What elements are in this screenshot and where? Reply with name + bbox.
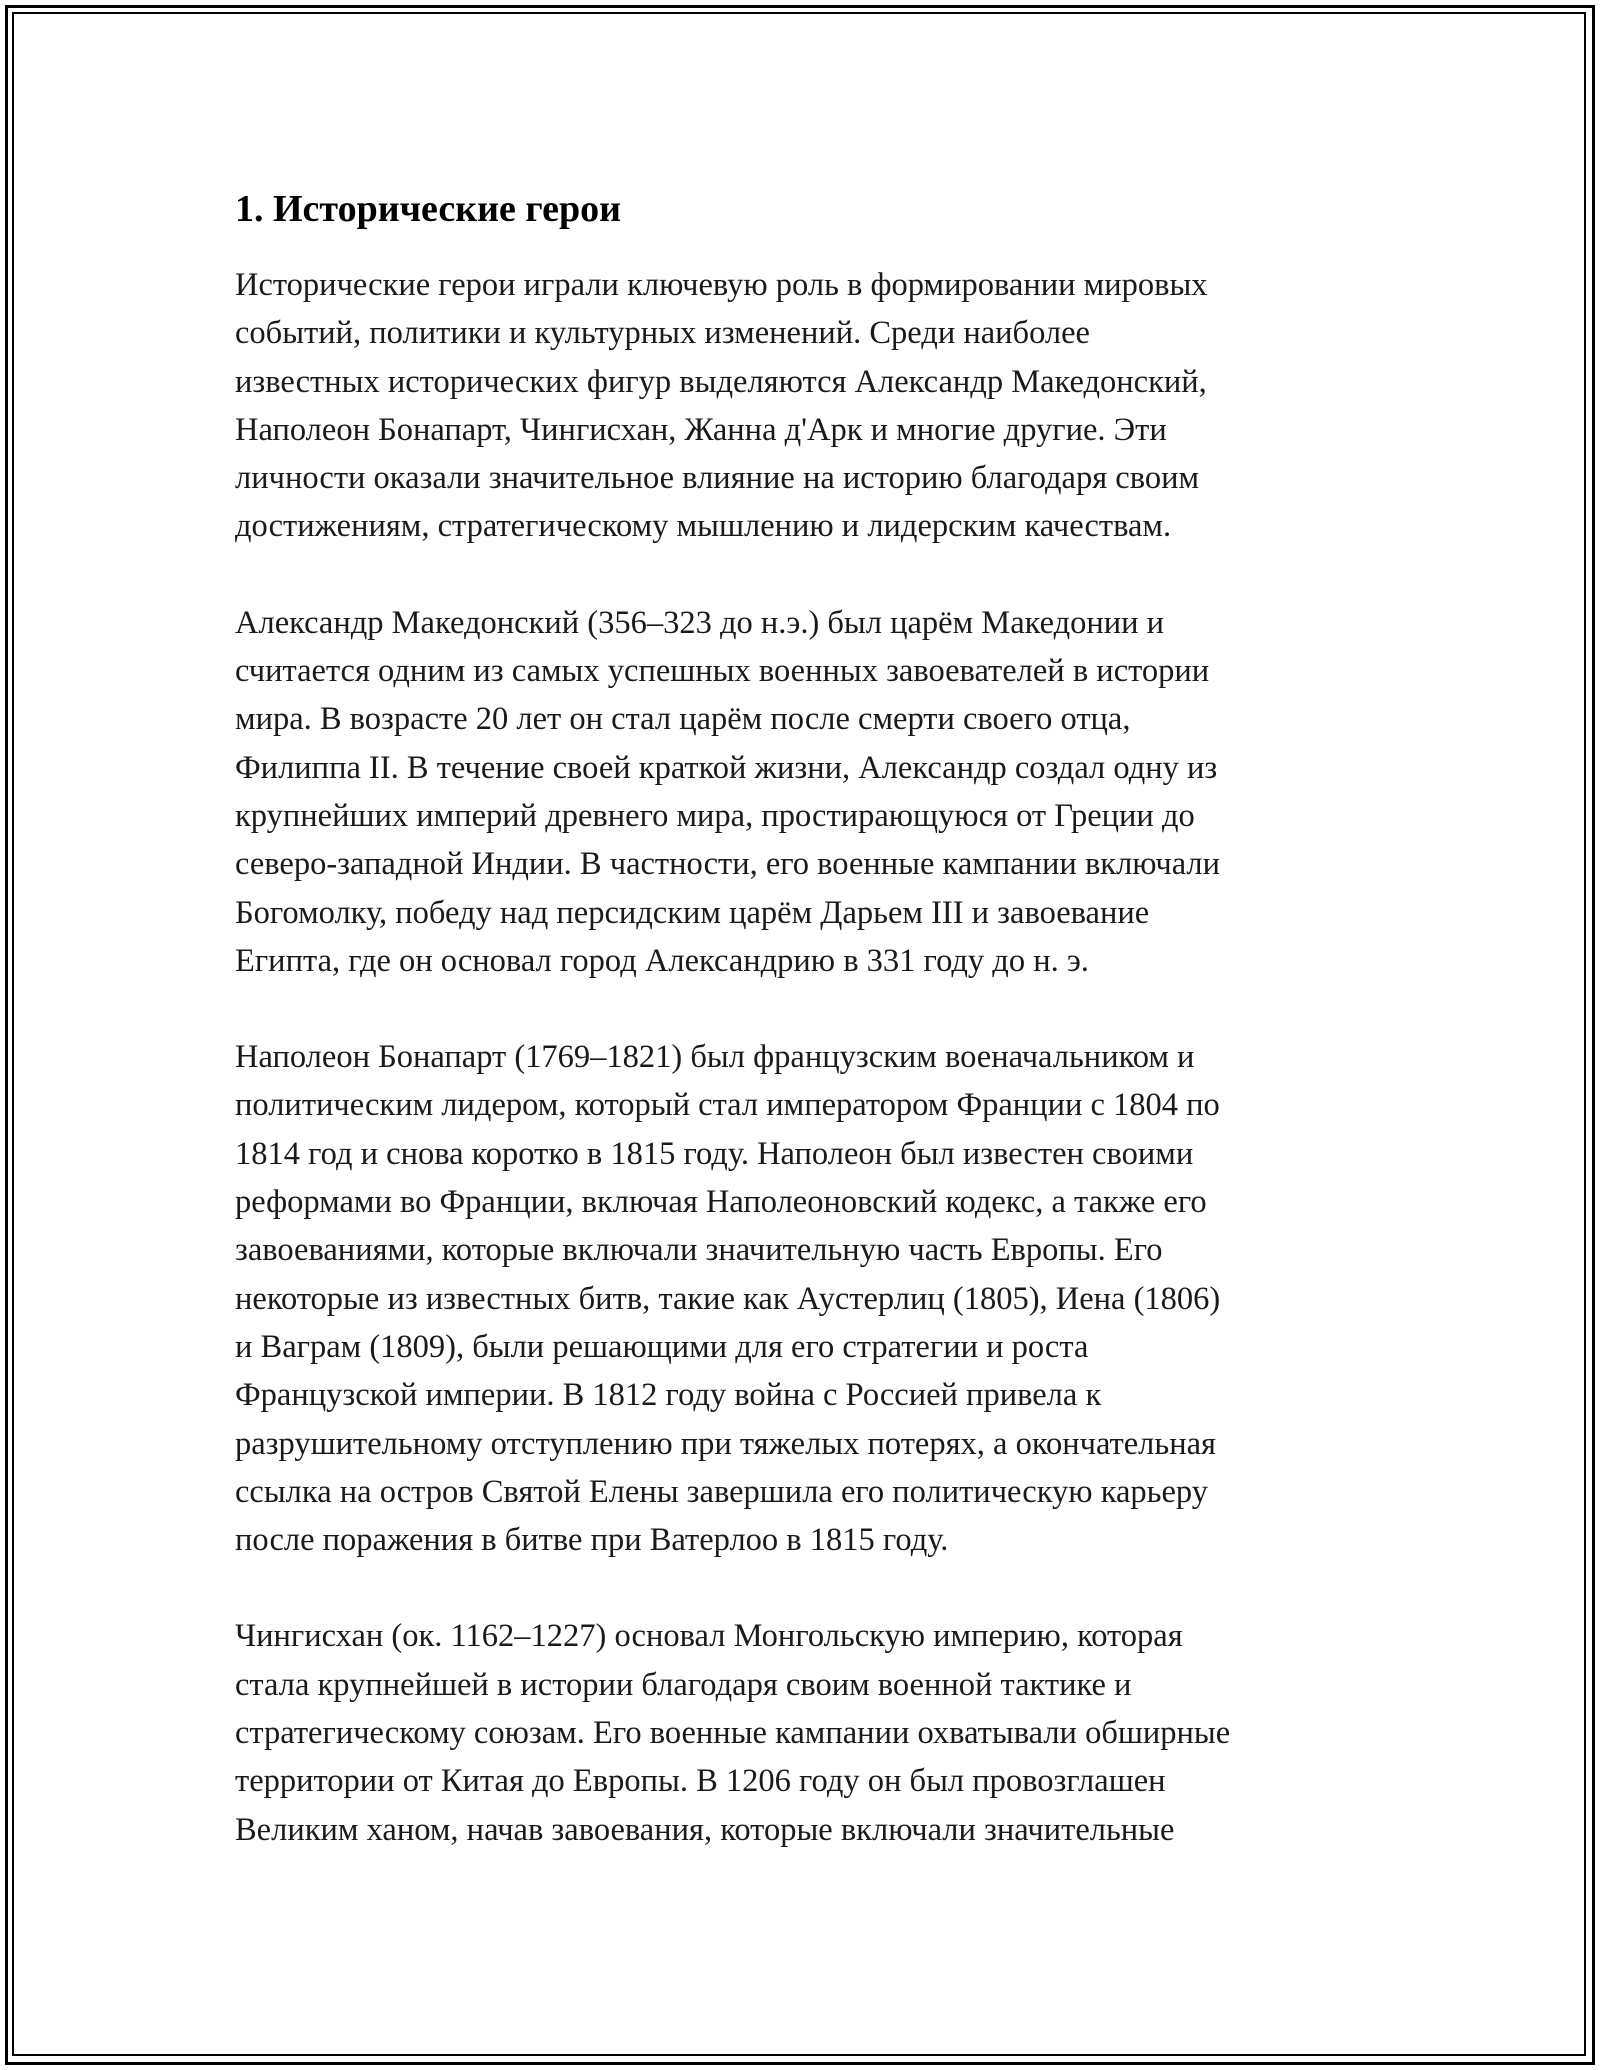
text-line: стала крупнейшей в истории благодаря своим военной тактике и	[235, 1666, 1132, 1703]
text-line: Французской империи. В 1812 году война с Россией привела к	[235, 1377, 1102, 1414]
text-line: достижениям, стратегическому мышлению и лидерским качествам.	[235, 508, 1172, 545]
text-line: разрушительному отступлению при тяжелых потерях, а окончательная	[235, 1425, 1216, 1462]
paragraph-napoleon	[235, 1033, 1385, 1564]
text-line: завоеваниями, которые включали значительную часть Европы. Его	[235, 1232, 1163, 1269]
text-line: северо-западной Индии. В частности, его военные кампании включали	[235, 846, 1221, 883]
text-line: событий, политики и культурных изменений. Среди наиболее	[235, 315, 1090, 352]
text-line: считается одним из самых успешных военных завоевателей в истории	[235, 653, 1210, 690]
text-line: некоторые из известных битв, такие как Аустерлиц (1805), Иена (1806)	[235, 1280, 1221, 1317]
text-line: Филиппа II. В течение своей краткой жизни, Александр создал одну из	[235, 749, 1218, 786]
text-line: Египта, где он основал город Александрию в 331 году до н. э.	[235, 942, 1089, 979]
text-line: крупнейших империй древнего мира, простирающуюся от Греции до	[235, 797, 1195, 834]
text-line: стратегическому союзам. Его военные кампании охватывали обширные	[235, 1715, 1231, 1752]
text-line: ссылка на остров Святой Елены завершила его политическую карьеру	[235, 1473, 1208, 1510]
document-body	[235, 185, 1385, 1902]
text-line: реформами во Франции, включая Наполеоновский кодекс, а также его	[235, 1184, 1207, 1221]
paragraph-intro	[235, 261, 1385, 551]
text-line: политическим лидером, который стал императором Франции с 1804 по	[235, 1087, 1220, 1124]
text-line: Наполеон Бонапарт, Чингисхан, Жанна д'Арк и многие другие. Эти	[235, 411, 1167, 448]
paragraph-alexander	[235, 599, 1385, 985]
text-line: территории от Китая до Европы. В 1206 году он был провозглашен	[235, 1763, 1166, 1800]
text-line: 1814 год и снова коротко в 1815 году. Наполеон был известен своими	[235, 1135, 1194, 1172]
text-line: личности оказали значительное влияние на историю благодаря своим	[235, 460, 1200, 497]
text-line: Чингисхан (ок. 1162–1227) основал Монгольскую империю, которая	[235, 1618, 1183, 1655]
text-line: Исторические герои играли ключевую роль в формировании мировых	[235, 267, 1208, 303]
text-line: мира. В возрасте 20 лет он стал царём после смерти своего отца,	[235, 701, 1131, 738]
text-line: после поражения в битве при Ватерлоо в 1815 году.	[235, 1522, 949, 1559]
text-line: известных исторических фигур выделяются Александр Македонский,	[235, 363, 1207, 400]
text-line: Богомолку, победу над персидским царём Дарьем III и завоевание	[235, 894, 1150, 931]
text-line: и Ваграм (1809), были решающими для его стратегии и роста	[235, 1328, 1089, 1365]
paragraph-genghis	[235, 1612, 1385, 1853]
text-line: Наполеон Бонапарт (1769–1821) был французским военачальником и	[235, 1039, 1195, 1076]
text-line: Александр Македонский (356–323 до н.э.) был царём Македонии и	[235, 604, 1165, 641]
section-heading: 1. Исторические герои	[235, 188, 622, 230]
text-line: Великим ханом, начав завоевания, которые включали значительные	[235, 1811, 1175, 1848]
